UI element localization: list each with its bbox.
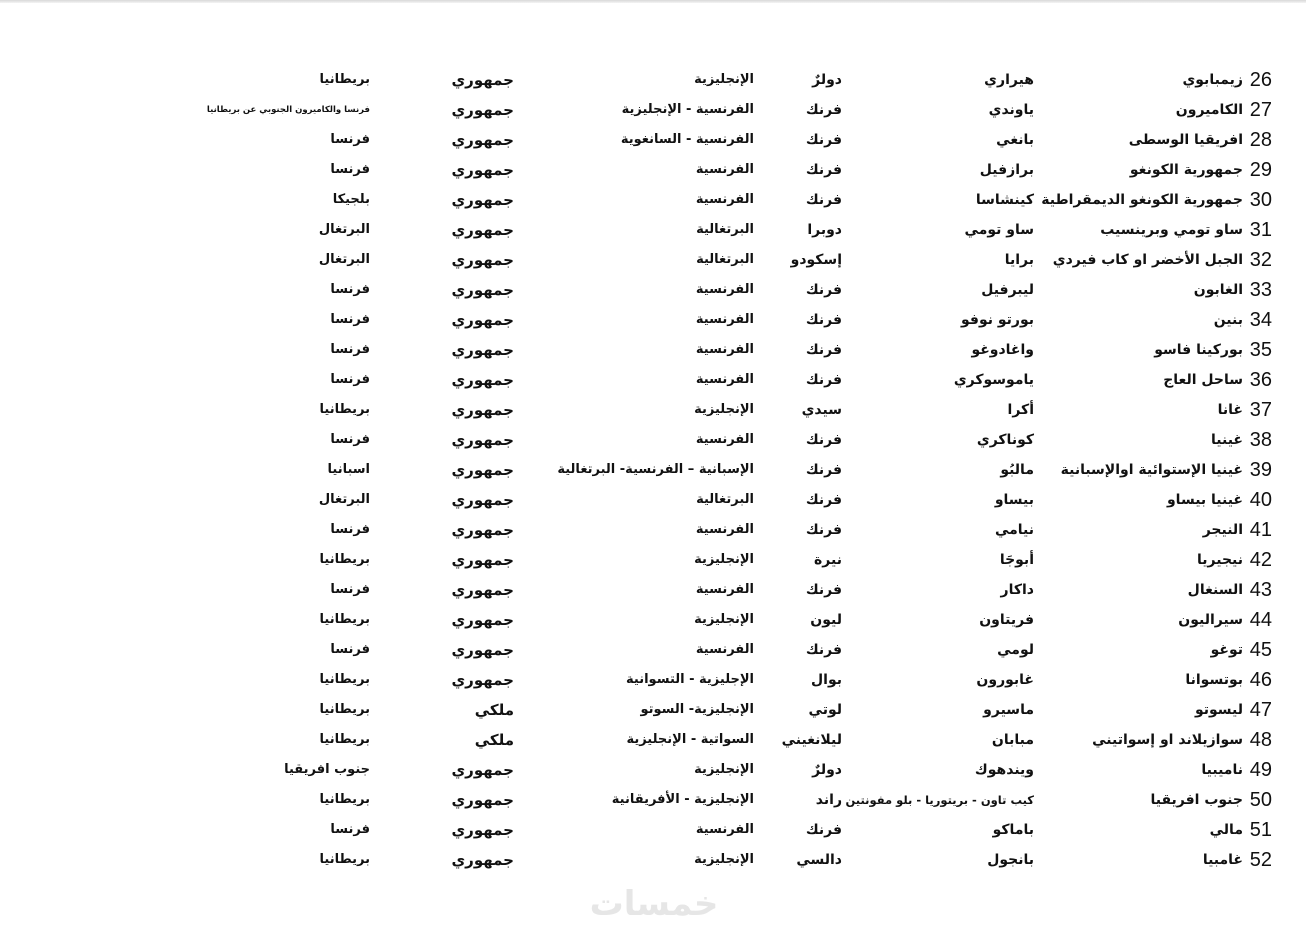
government-type: جمهوري <box>451 221 514 239</box>
colonizer-name: فرنسا <box>330 342 370 357</box>
currency-name: دولرٌ <box>812 72 842 88</box>
capital-name: ياوندي <box>988 102 1034 118</box>
capital-name: كيب تاون - بريتوريا - بلو مفونتين <box>845 793 1034 807</box>
language-name: الفرنسية <box>695 162 754 177</box>
capital-name: ساو تومي <box>964 222 1034 238</box>
language-name: السواتية - الإنجليزية <box>626 732 754 747</box>
currency-name: فرنك <box>805 132 842 148</box>
colonizer-name: فرنسا <box>330 522 370 537</box>
country-name: جمهورية الكونغو الديمقراطية <box>1041 192 1243 208</box>
table-row <box>0 125 1306 155</box>
colonizer-name: فرنسا <box>330 432 370 447</box>
government-type: جمهوري <box>451 341 514 359</box>
language-name: الإجليزية - التسوانية <box>626 672 754 687</box>
capital-name: مالبُو <box>1000 462 1034 478</box>
language-name: الإنجليزية - الأفريقانية <box>611 792 754 807</box>
currency-name: ليون <box>810 612 842 628</box>
table-row <box>0 425 1306 455</box>
colonizer-name: فرنسا <box>330 372 370 387</box>
language-name: الفرنسية <box>695 282 754 297</box>
government-type: جمهوري <box>451 851 514 869</box>
country-name: نيجيريا <box>1197 552 1243 568</box>
government-type: جمهوري <box>451 761 514 779</box>
colonizer-name: بريطانيا <box>319 402 370 417</box>
colonizer-name: بريطانيا <box>319 612 370 627</box>
currency-name: فرنك <box>805 312 842 328</box>
table-row <box>0 605 1306 635</box>
row-number: 29 <box>1249 159 1272 181</box>
government-type: جمهوري <box>451 161 514 179</box>
government-type: جمهوري <box>451 491 514 509</box>
government-type: جمهوري <box>451 401 514 419</box>
table-row <box>0 155 1306 185</box>
table-row <box>0 305 1306 335</box>
row-number: 35 <box>1249 339 1272 361</box>
government-type: جمهوري <box>451 191 514 209</box>
table-row <box>0 575 1306 605</box>
capital-name: ياموسوكري <box>953 372 1034 388</box>
colonizer-name: البرتغال <box>318 222 370 237</box>
language-name: الفرنسية <box>695 582 754 597</box>
colonizer-name: فرنسا <box>330 312 370 327</box>
country-name: جنوب افريقيا <box>1150 792 1243 808</box>
language-name: الفرنسية <box>695 312 754 327</box>
currency-name: فرنك <box>805 822 842 838</box>
currency-name: فرنك <box>805 192 842 208</box>
table-row <box>0 755 1306 785</box>
capital-name: بيساو <box>994 492 1034 508</box>
table-row <box>0 845 1306 875</box>
currency-name: دالسي <box>796 852 842 868</box>
row-number: 27 <box>1249 99 1272 121</box>
country-name: الكاميرون <box>1175 102 1243 118</box>
colonizer-name: البرتغال <box>318 492 370 507</box>
government-type: جمهوري <box>451 611 514 629</box>
currency-name: فرنك <box>805 522 842 538</box>
colonizer-name: فرنسا <box>330 642 370 657</box>
table-row <box>0 455 1306 485</box>
row-number: 38 <box>1249 429 1272 451</box>
row-number: 31 <box>1249 219 1272 241</box>
row-number: 39 <box>1249 459 1272 481</box>
row-number: 47 <box>1249 699 1272 721</box>
currency-name: دولرٌ <box>812 762 842 778</box>
table-row <box>0 215 1306 245</box>
colonizer-name: بريطانيا <box>319 552 370 567</box>
colonizer-name: بريطانيا <box>319 732 370 747</box>
country-name: الغابون <box>1193 282 1243 298</box>
country-name: ساحل العاج <box>1163 372 1243 388</box>
table-row <box>0 65 1306 95</box>
colonizer-name: جنوب افريقيا <box>284 762 370 777</box>
language-name: الإنجليزية <box>694 552 754 567</box>
row-number: 51 <box>1249 819 1272 841</box>
government-type: جمهوري <box>451 791 514 809</box>
language-name: الإنجليزية <box>694 762 754 777</box>
language-name: الإسبانية – الفرنسية- البرتغالية <box>557 462 754 477</box>
capital-name: باماكو <box>992 822 1034 838</box>
colonizer-name: فرنسا <box>330 162 370 177</box>
capital-name: واغادوغو <box>971 342 1034 358</box>
government-type: جمهوري <box>451 461 514 479</box>
country-name: الجبل الأخضر او كاب فيردي <box>1052 252 1243 268</box>
table-row <box>0 785 1306 815</box>
currency-name: فرنك <box>805 462 842 478</box>
government-type: جمهوري <box>451 311 514 329</box>
capital-name: كينشاسا <box>975 192 1034 208</box>
language-name: البرتغالية <box>696 222 754 237</box>
capital-name: مبابان <box>991 732 1034 748</box>
country-name: بوتسوانا <box>1185 672 1243 688</box>
country-name: السنغال <box>1187 582 1243 598</box>
table-row <box>0 515 1306 545</box>
currency-name: دوبرا <box>807 222 842 238</box>
row-number: 49 <box>1249 759 1272 781</box>
government-type: جمهوري <box>451 641 514 659</box>
currency-name: إسكودو <box>790 252 842 268</box>
capital-name: هيراري <box>984 72 1034 88</box>
currency-name: سيدي <box>801 402 842 418</box>
colonizer-name: بريطانيا <box>319 792 370 807</box>
colonizer-name: بريطانيا <box>319 672 370 687</box>
capital-name: ماسيرو <box>983 702 1034 718</box>
capital-name: كوناكري <box>976 432 1034 448</box>
capital-name: داكار <box>1000 582 1034 598</box>
table-row <box>0 545 1306 575</box>
colonizer-name: بريطانيا <box>319 852 370 867</box>
government-type: جمهوري <box>451 821 514 839</box>
colonizer-name: فرنسا <box>330 132 370 147</box>
language-name: الفرنسية <box>695 192 754 207</box>
country-name: ساو تومي وبرينسيب <box>1100 222 1243 238</box>
country-name: غينيا بيساو <box>1166 492 1243 508</box>
row-number: 33 <box>1249 279 1272 301</box>
currency-name: فرنك <box>805 492 842 508</box>
table-row <box>0 665 1306 695</box>
country-name: زيمبابوي <box>1182 72 1243 88</box>
row-number: 46 <box>1249 669 1272 691</box>
currency-name: نيرة <box>814 552 842 568</box>
row-number: 36 <box>1249 369 1272 391</box>
government-type: جمهوري <box>451 71 514 89</box>
table-row <box>0 725 1306 755</box>
country-name: بوركينا فاسو <box>1154 342 1243 358</box>
country-name: سوازيلاند او إسواتيني <box>1092 732 1243 748</box>
language-name: الإنجليزية <box>694 72 754 87</box>
government-type: جمهوري <box>451 251 514 269</box>
country-name: غينيا الإستوائية اوالإسبانية <box>1060 462 1243 478</box>
currency-name: ليلانغيني <box>781 732 842 748</box>
language-name: الإنجليزية <box>694 612 754 627</box>
top-divider <box>0 0 1306 3</box>
country-name: غانا <box>1217 402 1243 418</box>
country-name: غامبيا <box>1202 852 1243 868</box>
capital-name: أكرا <box>1007 402 1034 418</box>
row-number: 45 <box>1249 639 1272 661</box>
country-name: ليسوتو <box>1194 702 1243 718</box>
government-type: جمهوري <box>451 521 514 539</box>
currency-name: بوال <box>811 672 842 688</box>
capital-name: غابورون <box>976 672 1034 688</box>
table-row <box>0 335 1306 365</box>
language-name: الفرنسية <box>695 642 754 657</box>
country-name: مالي <box>1209 822 1243 838</box>
currency-name: فرنك <box>805 582 842 598</box>
currency-name: فرنك <box>805 102 842 118</box>
table-row <box>0 185 1306 215</box>
row-number: 32 <box>1249 249 1272 271</box>
language-name: الفرنسية - السانغوية <box>620 132 754 147</box>
capital-name: نيامي <box>994 522 1034 538</box>
capital-name: برازفيل <box>979 162 1034 178</box>
country-name: جمهورية الكونغو <box>1129 162 1243 178</box>
currency-name: فرنك <box>805 162 842 178</box>
government-type: جمهوري <box>451 581 514 599</box>
government-type: جمهوري <box>451 281 514 299</box>
language-name: الفرنسية <box>695 822 754 837</box>
row-number: 50 <box>1249 789 1272 811</box>
colonizer-name: بريطانيا <box>319 72 370 87</box>
language-name: الإنجليزية <box>694 402 754 417</box>
colonizer-name: بلجيكا <box>332 192 370 207</box>
language-name: الإنجليزية- السوتو <box>640 702 754 717</box>
table-row <box>0 815 1306 845</box>
language-name: الفرنسية <box>695 372 754 387</box>
government-type: جمهوري <box>451 551 514 569</box>
table-row <box>0 635 1306 665</box>
country-name: غينيا <box>1211 432 1243 448</box>
language-name: البرتغالية <box>696 252 754 267</box>
table-row <box>0 95 1306 125</box>
language-name: الفرنسية <box>695 522 754 537</box>
row-number: 42 <box>1249 549 1272 571</box>
capital-name: فريتاون <box>979 612 1034 628</box>
capital-name: بورتو نوفو <box>961 312 1034 328</box>
government-type: جمهوري <box>451 431 514 449</box>
row-number: 41 <box>1249 519 1272 541</box>
colonizer-name: بريطانيا <box>319 702 370 717</box>
row-number: 44 <box>1249 609 1272 631</box>
countries-table <box>0 65 1306 875</box>
government-type: ملكي <box>474 701 514 719</box>
row-number: 28 <box>1249 129 1272 151</box>
row-number: 30 <box>1249 189 1272 211</box>
row-number: 34 <box>1249 309 1272 331</box>
table-row <box>0 275 1306 305</box>
capital-name: ليبرفيل <box>981 282 1034 298</box>
row-number: 48 <box>1249 729 1272 751</box>
capital-name: ويندهوك <box>974 762 1034 778</box>
currency-name: فرنك <box>805 432 842 448</box>
capital-name: لومي <box>997 642 1034 658</box>
language-name: الفرنسية - الإنجليزية <box>621 102 754 117</box>
colonizer-name: البرتغال <box>318 252 370 267</box>
row-number: 52 <box>1249 849 1272 871</box>
language-name: البرتغالية <box>696 492 754 507</box>
table-row <box>0 485 1306 515</box>
colonizer-name: اسبانيا <box>327 462 370 477</box>
row-number: 37 <box>1249 399 1272 421</box>
currency-name: فرنك <box>805 282 842 298</box>
row-number: 40 <box>1249 489 1272 511</box>
colonizer-name: فرنسا <box>330 822 370 837</box>
country-name: بنين <box>1213 312 1243 328</box>
capital-name: بانغي <box>996 132 1034 148</box>
language-name: الإنجليزية <box>694 852 754 867</box>
row-number: 26 <box>1249 69 1272 91</box>
table-row <box>0 695 1306 725</box>
country-name: ناميبيا <box>1201 762 1243 778</box>
watermark-logo: خمسات <box>589 884 719 924</box>
government-type: جمهوري <box>451 101 514 119</box>
colonizer-name: فرنسا والكاميرون الجنوبي عن بريطانيا <box>206 105 370 115</box>
capital-name: بانجول <box>987 852 1034 868</box>
row-number: 43 <box>1249 579 1272 601</box>
government-type: ملكي <box>474 731 514 749</box>
currency-name: لوتي <box>808 702 842 718</box>
government-type: جمهوري <box>451 671 514 689</box>
government-type: جمهوري <box>451 371 514 389</box>
country-name: افريقيا الوسطى <box>1128 132 1243 148</box>
currency-name: فرنك <box>805 372 842 388</box>
table-row <box>0 365 1306 395</box>
language-name: الفرنسية <box>695 432 754 447</box>
table-row <box>0 395 1306 425</box>
currency-name: فرنك <box>805 642 842 658</box>
capital-name: برايا <box>1004 252 1034 268</box>
colonizer-name: فرنسا <box>330 282 370 297</box>
table-row <box>0 245 1306 275</box>
country-name: النيجر <box>1202 522 1243 538</box>
currency-name: راند <box>815 792 842 808</box>
capital-name: أبوجَا <box>999 552 1034 568</box>
country-name: توغو <box>1210 642 1243 658</box>
government-type: جمهوري <box>451 131 514 149</box>
language-name: الفرنسية <box>695 342 754 357</box>
colonizer-name: فرنسا <box>330 582 370 597</box>
currency-name: فرنك <box>805 342 842 358</box>
country-name: سيراليون <box>1178 612 1243 628</box>
